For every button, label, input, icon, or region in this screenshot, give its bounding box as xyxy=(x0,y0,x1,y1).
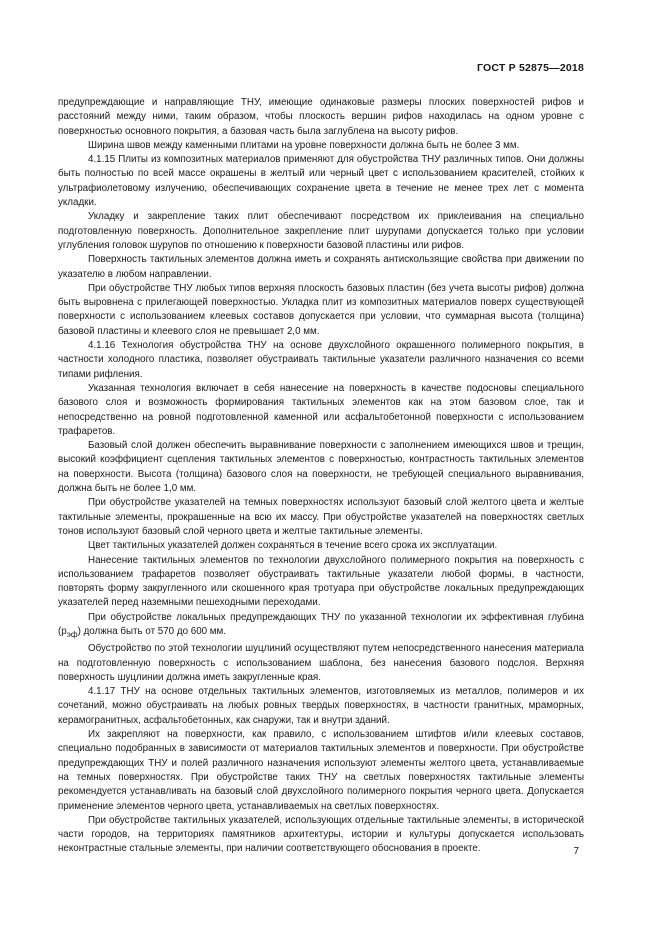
paragraph: 4.1.16 Технология обустройства ТНУ на основе двухслойного окрашенного полимерного покрытия, в частности холодного пластика, позволяет обустраивать тактильные указатели различного назначения со всеми типами рифления. xyxy=(58,340,584,380)
formula-lead-text: При обустройстве локальных предупреждающих ТНУ по указанной технологии их эффективная глубина (p xyxy=(58,611,584,637)
paragraph: 4.1.17 ТНУ на основе отдельных тактильных элементов, изготовляемых из металлов, полимеров и их сочетаний, можно обустраивать на любых ровных твердых поверхностях, в частности гранитных, мраморных, керамогранитных, асфальтобетонных, как снаружи, так и внутри зданий. xyxy=(58,686,584,726)
paragraph: Указанная технология включает в себя нанесение на поверхность в качестве подосновы специального базового слоя и возможность формирования тактильных элементов как на этом базовом слое, так и непосредственно на ровной подготовленной каменной или асфальтобетонной поверхности с использованием трафаретов. xyxy=(58,382,584,437)
paragraph: При обустройстве ТНУ любых типов верхняя плоскость базовых пластин (без учета высоты рифов) должна быть выровнена с прилегающей поверхностью. Укладка плит из композитных материалов поверх существующей поверхности с использованием клеевых составов допускается при условии, что суммарная высота (толщина) базовой пластины и клеевого слоя не превышает 2,0 мм. xyxy=(58,282,584,337)
formula-subscript: эф xyxy=(66,629,78,639)
paragraph: При обустройстве тактильных указателей, использующих отдельные тактильные элементы, в исторической части городов, на территориях памятников архитектуры, истории и культуры допускается использовать неконтрастные стальные элементы, при наличии соответствующего обоснования в проекте. xyxy=(58,814,584,855)
paragraph: Их закрепляют на поверхности, как правило, с использованием штифтов и/или клеевых составов, специально подобранных в зависимости от материалов тактильных элементов и поверхности. При обустройстве предупреждающих ТНУ и полей различного назначения используют элементы желтого цвета, устанавливаемые на темных поверхностях. При обустройстве таких ТНУ на светлых поверхностях тактильные элементы рекомендуется устанавливать на базовый слой двухслойного полимерного покрытия черного цвета. Допускается применение элементов черного цвета, устанавливаемых на светлых поверхностях. xyxy=(58,729,584,812)
standard-designation: ГОСТ Р 52875—2018 xyxy=(476,62,584,74)
paragraph: Поверхность тактильных элементов должна иметь и сохранять антискользящие свойства при движении по указателю в любом направлении. xyxy=(58,254,584,280)
paragraph: Нанесение тактильных элементов по технологии двухслойного полимерного покрытия на поверхность с использованием трафаретов позволяет обустраивать тактильные указатели любой формы, в частности, повторять форму закругленного или скошенного края тротуара при обустройстве локальных предупреждающих указателей перед наземными пешеходными переходами. xyxy=(58,554,584,609)
formula-tail-text: ) должна быть от 570 до 600 мм. xyxy=(77,625,227,637)
paragraph: Ширина швов между каменными плитами на уровне поверхности должна быть не более 3 мм. xyxy=(88,139,520,151)
paragraph: Базовый слой должен обеспечить выравнивание поверхности с заполнением имеющихся швов и трещин, высокий коэффициент сцепления тактильных элементов с поверхностью, контрастность тактильных элементов на поверхности. Высота (толщина) базового слоя на поверхности, не требующей специального выравнивания, должна быть не более 1,0 мм. xyxy=(58,440,584,495)
paragraph: Обустройство по этой технологии шуцлиний осуществляют путем непосредственного нанесения материала на подготовленную поверхность с использованием шаблона, без нанесения базового подслоя. Верхняя поверхность шуцлинии должна иметь закругленные края. xyxy=(58,643,584,683)
paragraph: Укладку и закрепление таких плит обеспечивают посредством их приклеивания на специально подготовленную поверхность. Дополнительное закрепление плит шурупами допускается только при условии углубления головок шурупов по отношению к поверхности базовой пластины или рифов. xyxy=(58,211,584,251)
paragraph: 4.1.15 Плиты из композитных материалов применяют для обустройства ТНУ различных типов. Они должны быть полностью по всей массе окрашены в желтый или черный цвет с использованием красителей, стойких к ультрафиолетовому излучению, обеспечивающих сохранение цвета в течение не менее трех лет с момента укладки. xyxy=(58,154,584,209)
paragraph: При обустройстве указателей на темных поверхностях используют базовый слой желтого цвета и желтые тактильные элементы, прокрашенные на всю их массу. При обустройстве указателей на поверхностях светлых тонов используют базовый слой черного цвета и желтые тактильные элементы. xyxy=(58,497,584,537)
page-number: 7 xyxy=(573,846,579,857)
paragraph-with-formula xyxy=(58,611,584,643)
paragraph: Цвет тактильных указателей должен сохраняться в течение всего срока их эксплуатации. xyxy=(88,540,498,552)
document-body xyxy=(58,96,584,857)
paragraph: предупреждающие и направляющие ТНУ, имеющие одинаковые размеры плоских поверхностей рифов и расстояний между ними, таким образом, чтобы плоскость вершин рифов находилась на одном уровне с поверхностью основного покрытия, а базовая часть была заглублена на высоту рифов. xyxy=(58,97,584,137)
